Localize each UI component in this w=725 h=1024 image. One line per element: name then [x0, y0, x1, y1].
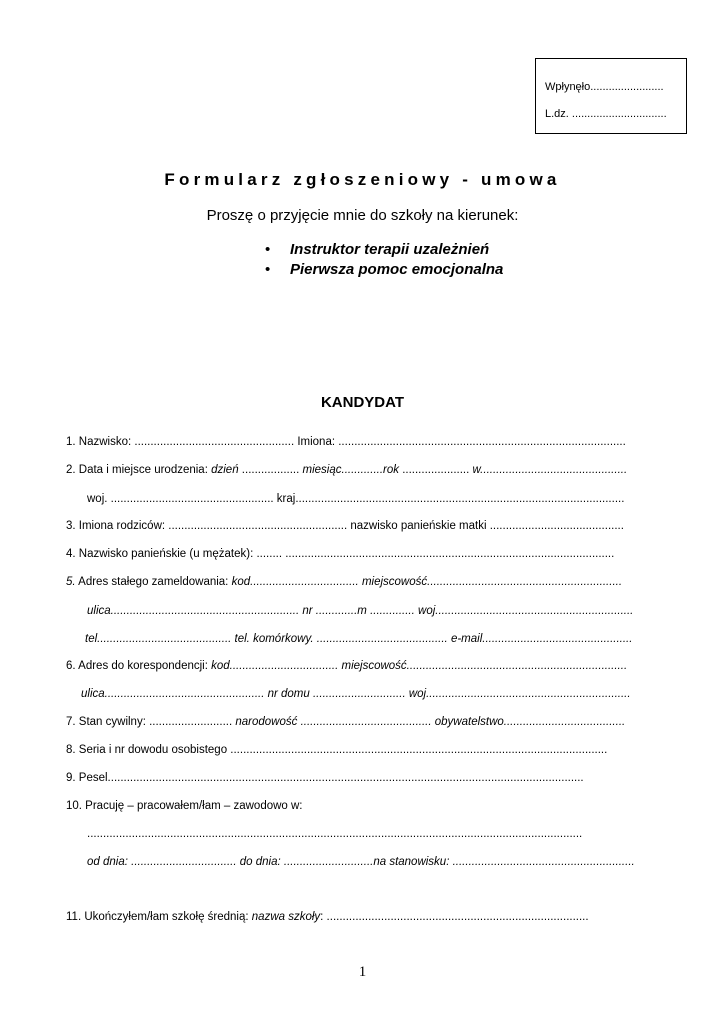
received-field: Wpłynęło........................	[545, 81, 664, 93]
field-parents-names[interactable]: 3. Imiona rodziców: ........................................................ nazwisko panieńskie matki ..........................................	[66, 520, 624, 532]
bullet-icon: •	[265, 261, 271, 278]
field-maiden-name[interactable]: 4. Nazwisko panieńskie (u mężatek): ........ .......................................................................................................	[66, 548, 615, 560]
field-employment-label: 10. Pracuję – pracowałem/łam – zawodowo w:	[66, 800, 303, 812]
course-item-2: • Pierwsza pomoc emocjonalna	[265, 261, 504, 278]
registration-stamp-box	[535, 58, 687, 134]
course-item-1: • Instruktor terapii uzależnień	[265, 241, 490, 258]
field-permanent-address[interactable]: 5. Adres stałego zameldowania: kod.................................. miejscowość.............................................................	[66, 576, 623, 588]
field-correspondence-street[interactable]: ulica.................................................. nr domu ............................. woj................................................................	[81, 688, 631, 700]
page-number: 1	[358, 964, 367, 980]
field-phone-email[interactable]: tel.......................................... tel. komórkowy. ......................................... e-mail...............................................	[85, 633, 633, 645]
form-title: Formularz zgłoszeniowy - umowa	[164, 170, 561, 189]
field-id-card[interactable]: 8. Seria i nr dowodu osobistego ......................................................................................................................	[66, 744, 608, 756]
field-marital-status[interactable]: 7. Stan cywilny: .......................... narodowość ......................................... obywatelstwo......................................	[66, 716, 626, 728]
bullet-icon: •	[265, 241, 271, 258]
field-voivodeship-country[interactable]: woj. ................................................... kraj.......................................................................................................	[87, 493, 625, 505]
field-correspondence-address[interactable]: 6. Adres do korespondencji: kod.................................. miejscowość.....................................................................	[66, 660, 628, 672]
field-secondary-school[interactable]: 11. Ukończyłem/łam szkołę średnią: nazwa szkoły: ..................................................................................	[66, 911, 589, 923]
field-street-number[interactable]: ulica........................................................... nr .............m .............. woj..............................................................	[87, 605, 634, 617]
field-employment-place[interactable]: ...........................................................................................................................................................	[87, 828, 583, 840]
field-surname-names[interactable]: 1. Nazwisko: .................................................. Imiona: ..........................................................................................	[66, 436, 626, 448]
section-title-candidate: KANDYDAT	[320, 394, 405, 411]
field-pesel[interactable]: 9. Pesel.....................................................................................................................................................	[66, 772, 584, 784]
field-employment-dates[interactable]: od dnia: ................................. do dnia: ............................na stanowisku: .........................................................	[87, 856, 635, 868]
field-birth-date-place[interactable]: 2. Data i miejsce urodzenia: dzień .................. miesiąc.............rok ..................... w..............................................	[66, 464, 628, 476]
reference-number-field: L.dz. ...............................	[545, 108, 667, 120]
intro-text: Proszę o przyjęcie mnie do szkoły na kierunek:	[206, 207, 519, 224]
